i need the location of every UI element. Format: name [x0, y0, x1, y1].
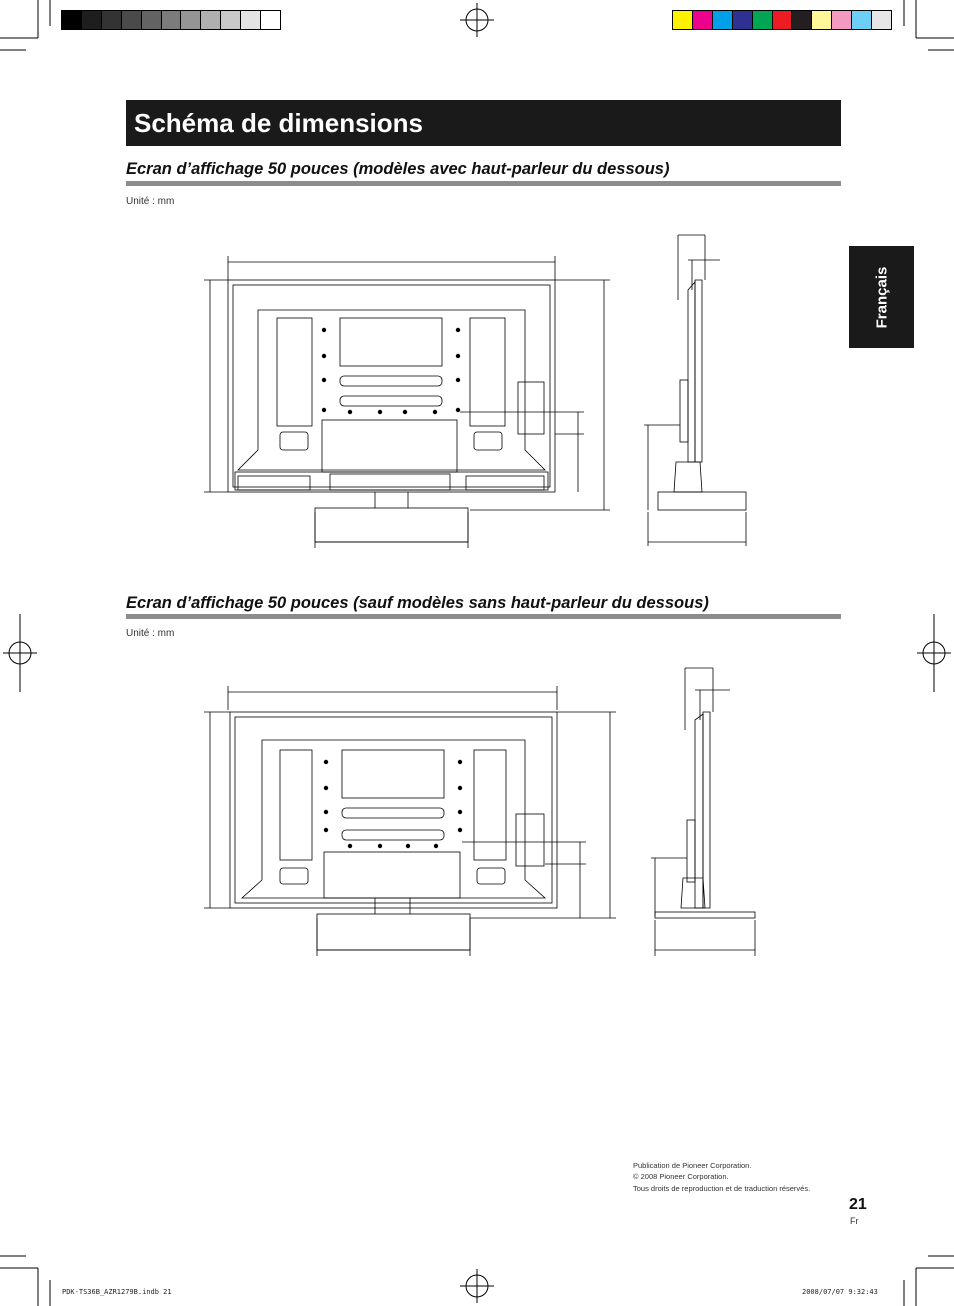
- slug-file: PDK-TS36B_AZR1279B.indb 21: [62, 1288, 172, 1296]
- gray-swatch: [82, 11, 102, 29]
- slug-datetime: 2008/07/07 9:32:43: [802, 1288, 878, 1296]
- footer-copyright: © 2008 Pioneer Corporation.: [633, 1172, 729, 1181]
- gray-swatch: [102, 11, 122, 29]
- section2-unit: Unité : mm: [126, 628, 175, 639]
- color-swatch: [792, 11, 812, 29]
- color-swatch: [872, 11, 891, 29]
- gray-swatch: [181, 11, 201, 29]
- gray-swatch: [142, 11, 162, 29]
- color-swatch: [832, 11, 852, 29]
- section1-heading: Ecran d’affichage 50 pouces (modèles avec haut-parleur du dessous): [126, 160, 670, 178]
- color-swatch: [812, 11, 832, 29]
- color-swatch: [693, 11, 713, 29]
- gray-swatch: [261, 11, 280, 29]
- gray-swatch: [241, 11, 261, 29]
- gray-swatch: [162, 11, 182, 29]
- gray-swatch: [62, 11, 82, 29]
- page-title: Schéma de dimensions: [134, 108, 423, 138]
- rear-view-diagram-1: [200, 250, 620, 550]
- footer-publisher: Publication de Pioneer Corporation.: [633, 1161, 752, 1170]
- rear-view-diagram-2: [200, 680, 620, 960]
- color-swatch: [773, 11, 793, 29]
- section1-unit: Unité : mm: [126, 196, 175, 207]
- gray-swatch: [201, 11, 221, 29]
- language-tab-label: Français: [872, 266, 890, 328]
- color-bar: [672, 10, 892, 30]
- language-tab-label-wrap: [849, 246, 914, 348]
- gray-swatch: [221, 11, 241, 29]
- color-swatch: [713, 11, 733, 29]
- gray-scale-bar: [61, 10, 281, 30]
- section2-heading: Ecran d’affichage 50 pouces (sauf modèles sans haut-parleur du dessous): [126, 594, 709, 612]
- footer-rights: Tous droits de reproduction et de traduction réservés.: [633, 1184, 811, 1193]
- color-swatch: [852, 11, 872, 29]
- section2-rule: [126, 614, 841, 619]
- color-swatch: [673, 11, 693, 29]
- side-view-diagram-2: [645, 660, 760, 960]
- color-swatch: [753, 11, 773, 29]
- gray-swatch: [122, 11, 142, 29]
- page-language: Fr: [850, 1216, 859, 1226]
- section1-rule: [126, 181, 841, 186]
- color-swatch: [733, 11, 753, 29]
- page-number: 21: [849, 1196, 867, 1213]
- side-view-diagram-1: [640, 230, 755, 550]
